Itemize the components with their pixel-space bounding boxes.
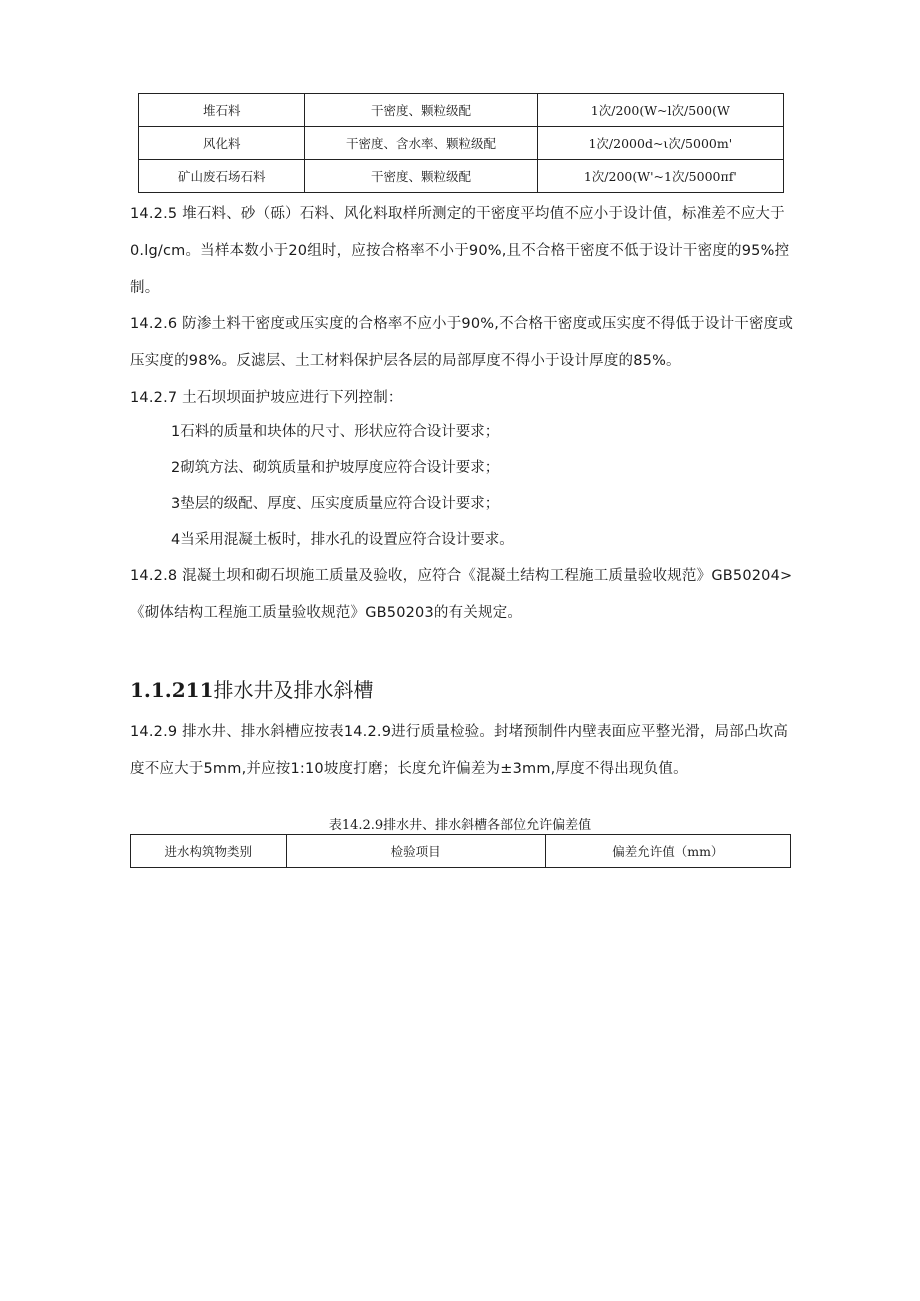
table-caption: 表14.2.9排水井、排水斜槽各部位允许偏差值	[328, 818, 592, 833]
table-header: 检验项目	[286, 835, 545, 868]
table-cell: 干密度、颗粒级配	[305, 160, 537, 193]
table-header: 进水构筑物类别	[131, 835, 287, 868]
table-cell: 堆石料	[139, 94, 305, 127]
list-item: 2砌筑方法、砌筑质量和护坡厚度应符合设计要求；	[171, 460, 500, 476]
paragraph-14-2-7: 14.2.7 土石坝坝面护坡应进行下列控制：	[130, 390, 403, 406]
paragraph-14-2-5: 14.2.5 堆石料、砂（砾）石料、风化料取样所测定的干密度平均值不应小于设计值，标准差不应大于0.lg/cm。当样本数小于20组时，应按合格率不小于90%,且不合格干密度不低于设计干密度的95%控制。	[130, 206, 790, 296]
paragraph-14-2-6: 14.2.6 防渗土料干密度或压实度的合格率不应小于90%,不合格干密度或压实度不得低于设计干密度或压实度的98%。反滤层、土工材料保护层各层的局部厚度不得小于设计厚度的85%。	[130, 316, 794, 369]
bottom-table	[130, 834, 791, 868]
table-row	[139, 160, 784, 193]
table-header: 偏差允许值（mm）	[545, 835, 790, 868]
table-header-row	[131, 835, 791, 868]
table-cell: 1次/200(W~l次/500(W	[537, 94, 783, 127]
table-row	[139, 94, 784, 127]
table-cell: 1次/200(W'~1次/5000πf'	[537, 160, 783, 193]
list-item: 1石料的质量和块体的尺寸、形状应符合设计要求；	[171, 424, 500, 440]
list-item: 3垫层的级配、厚度、压实度质量应符合设计要求；	[171, 496, 500, 512]
paragraph-14-2-8: 14.2.8 混凝土坝和砌石坝施工质量及验收，应符合《混凝土结构工程施工质量验收规范》GB50204>《砌体结构工程施工质量验收规范》GB50203的有关规定。	[130, 568, 793, 621]
table-row	[139, 127, 784, 160]
paragraph-14-2-9: 14.2.9 排水井、排水斜槽应按表14.2.9进行质量检验。封堵预制件内壁表面应平整光滑，局部凸坎高度不应大于5mm,并应按1:10坡度打磨；长度允许偏差为±3mm,厚度不得出现负值。	[130, 724, 789, 777]
table-cell: 干密度、颗粒级配	[305, 94, 537, 127]
table-cell: 1次/2000d~ι次/5000m'	[537, 127, 783, 160]
table-cell: 干密度、含水率、颗粒级配	[305, 127, 537, 160]
list-item: 4当采用混凝土板时，排水孔的设置应符合设计要求。	[171, 532, 514, 548]
section-number: 1.1.211	[130, 678, 214, 702]
section-heading	[130, 674, 374, 703]
section-title: 排水井及排水斜槽	[213, 678, 374, 702]
table-cell: 风化料	[139, 127, 305, 160]
table-cell: 矿山废石场石料	[139, 160, 305, 193]
top-table	[138, 93, 784, 193]
